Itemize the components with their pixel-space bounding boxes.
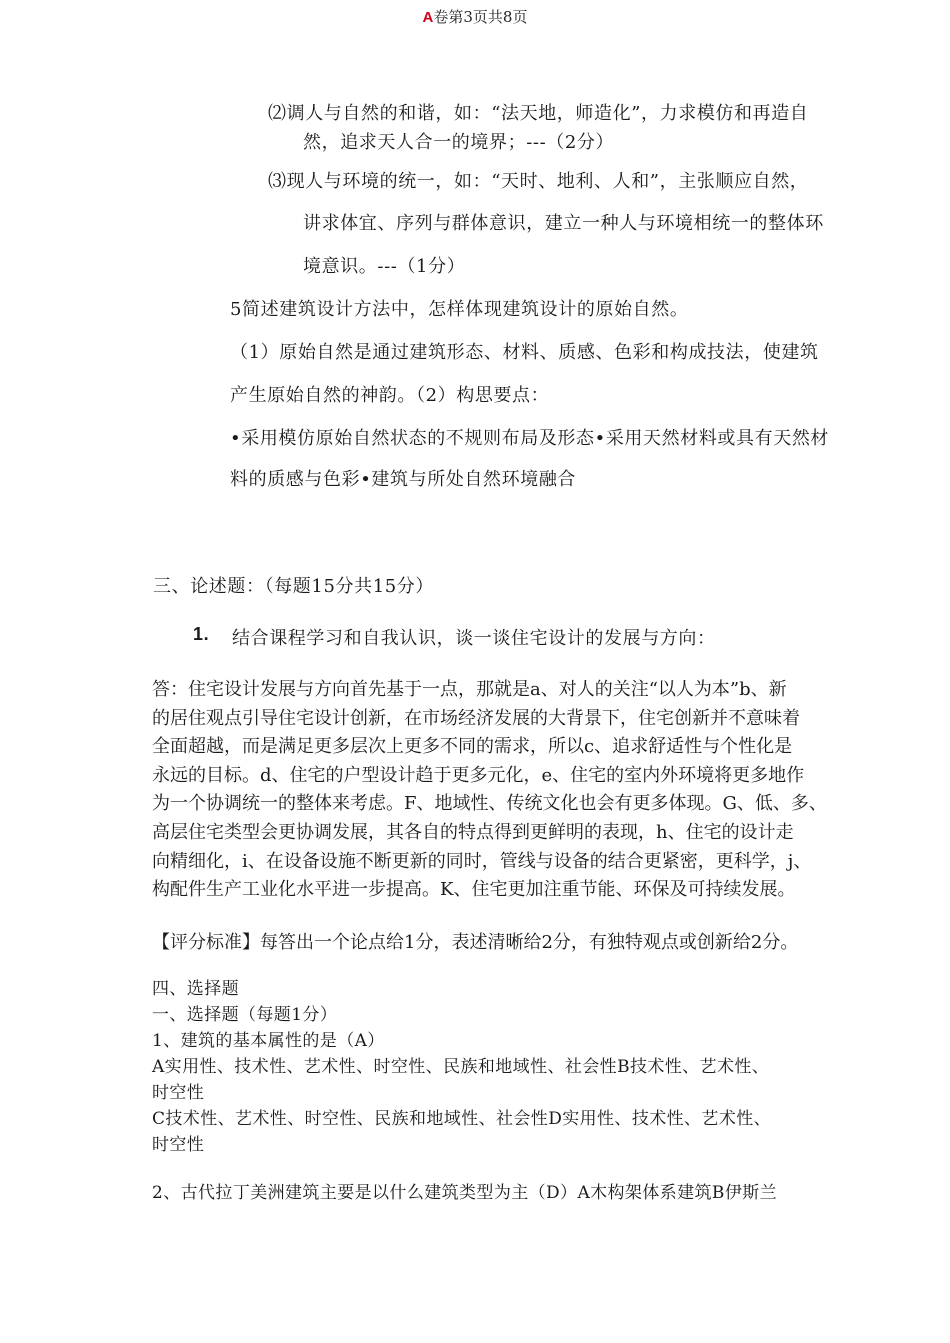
item3-line2: 讲求体宜、序列与群体意识，建立一种人与环境相统一的整体环 bbox=[303, 213, 824, 234]
essay-answer-line: 为一个协调统一的整体来考虑。F、地域性、传统文化也会有更多体现。G、低、多、 bbox=[152, 793, 827, 815]
essay-answer-line: 答：住宅设计发展与方向首先基于一点，那就是a、对人的关注“以人为本”b、新 bbox=[152, 679, 787, 700]
essay-answer-line: 构配件生产工业化水平进一步提高。K、住宅更加注重节能、环保及可持续发展。 bbox=[152, 879, 796, 901]
section-three-heading: 三、论述题：（每题15分共15分） bbox=[153, 576, 435, 597]
choice-option-line: 时空性 bbox=[152, 1135, 205, 1155]
question-5-answer-line3: •采用模仿原始自然状态的不规则布局及形态•采用天然材料或具有天然材 bbox=[230, 428, 830, 449]
essay-answer-line: 全面超越，而是满足更多层次上更多不同的需求，所以c、追求舒适性与个性化是 bbox=[152, 736, 793, 758]
essay-answer-line: 高层住宅类型会更协调发展，其各自的特点得到更鲜明的表现，h、住宅的设计走 bbox=[152, 821, 794, 843]
essay-question-text: 结合课程学习和自我认识，谈一谈住宅设计的发展与方向： bbox=[232, 628, 716, 649]
choice-question-1: 1、建筑的基本属性的是（A） bbox=[152, 1031, 385, 1051]
question-5-answer-line2: 产生原始自然的神韵。（2）构思要点： bbox=[230, 385, 550, 406]
question-5-answer-line1: （1）原始自然是通过建筑形态、材料、质感、色彩和构成技法，使建筑 bbox=[230, 342, 819, 363]
question-5-answer-line4: 料的质感与色彩•建筑与所处自然环境融合 bbox=[230, 469, 577, 490]
scoring-criteria: 【评分标准】每答出一个论点给1分，表述清晰给2分，有独特观点或创新给2分。 bbox=[152, 932, 799, 953]
essay-answer-line: 永远的目标。d、住宅的户型设计趋于更多元化，e、住宅的室内外环境将更多地作 bbox=[152, 764, 805, 786]
choice-option-line: A实用性、技术性、艺术性、时空性、民族和地域性、社会性B技术性、艺术性、 bbox=[152, 1057, 770, 1077]
item2-line2: 然，追求天人合一的境界；---（2分） bbox=[303, 132, 615, 153]
choice-option-line: C技术性、艺术性、时空性、民族和地域性、社会性D实用性、技术性、艺术性、 bbox=[152, 1109, 772, 1129]
essay-answer-line: 向精细化，i、在设备设施不断更新的同时，管线与设备的结合更紧密，更科学，j、 bbox=[152, 850, 812, 872]
item3-line3: 境意识。---（1分） bbox=[303, 256, 466, 277]
item2-line1: ⑵调人与自然的和谐，如：“法天地，师造化”，力求模仿和再造自 bbox=[268, 103, 809, 124]
essay-answer-line: 的居住观点引导住宅设计创新，在市场经济发展的大背景下，住宅创新并不意味着 bbox=[152, 707, 800, 729]
choice-question-2: 2、古代拉丁美洲建筑主要是以什么建筑类型为主（D）A木构架体系建筑B伊斯兰 bbox=[152, 1183, 778, 1203]
choice-subheading: 一、选择题（每题1分） bbox=[152, 1005, 338, 1025]
page-number-text: 卷第3页共8页 bbox=[433, 8, 528, 26]
paper-version-mark: A bbox=[422, 9, 434, 26]
essay-answer bbox=[152, 676, 827, 905]
item3-line1: ⑶现人与环境的统一，如：“天时、地利、人和”，主张顺应自然， bbox=[268, 171, 809, 192]
page-header bbox=[0, 6, 950, 27]
section-four bbox=[152, 976, 771, 1158]
section-four-heading: 四、选择题 bbox=[152, 979, 239, 999]
question-5-title: 5简述建筑设计方法中，怎样体现建筑设计的原始自然。 bbox=[230, 299, 689, 320]
choice-option-line: 时空性 bbox=[152, 1083, 205, 1103]
essay-question-number: 1. bbox=[193, 624, 210, 644]
